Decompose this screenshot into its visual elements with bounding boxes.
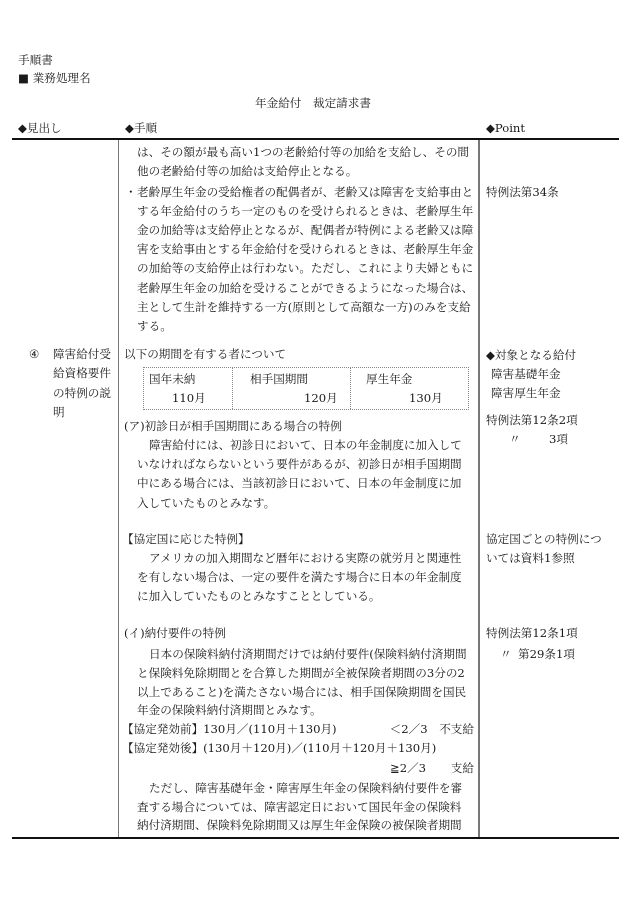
- law-ref: 3項: [549, 432, 568, 446]
- text-line: と保険料免除期間とを合算した期間が全被保険者期間の3分の2: [137, 666, 465, 680]
- text-line: を有しない場合は、一定の要件を満たす場合に日本の年金制度: [137, 570, 462, 584]
- country-note: 協定国ごとの特例につ: [486, 532, 602, 546]
- text-line: 中にある場合には、当該初診日において、日本の年金制度に加: [137, 476, 462, 490]
- document-label: 手順書: [18, 53, 53, 67]
- text-line: は、その額が最も高い1つの老齢給付等の加給を支給し、その間: [137, 145, 470, 159]
- heading-line: の特例の説: [53, 386, 111, 400]
- text-line: 日本の保険料納付済期間だけでは納付要件(保険料納付済期間: [149, 647, 467, 661]
- column-divider-1: [118, 140, 119, 838]
- period-value: 120月: [304, 391, 338, 405]
- law-ref: 第29条1項: [518, 647, 575, 661]
- intro-text: 以下の期間を有する者について: [124, 347, 287, 361]
- period-value: 110月: [172, 391, 206, 405]
- country-note: いては資料1参照: [486, 551, 575, 565]
- text-line: の加給等の支給停止は行わない。ただし、これにより夫婦ともに: [137, 261, 474, 275]
- text-line: 老齢厚生年金の受給権者の配偶者が、老齢又は障害を支給事由と: [137, 185, 474, 199]
- after-ratio: ≧2／3: [390, 761, 427, 775]
- country-title: 【協定国に応じた特例】: [122, 532, 250, 546]
- page-title: 年金給付 裁定請求書: [255, 96, 371, 110]
- target-title: ◆対象となる給付: [486, 348, 577, 362]
- target-item: 障害厚生年金: [491, 386, 561, 400]
- law-ref: 特例法第12条1項: [486, 626, 578, 640]
- row-number: ④: [29, 347, 40, 361]
- point-law-ref: 特例法第34条: [486, 185, 559, 199]
- header-heading: ◆見出し: [18, 121, 62, 135]
- text-line: 主として生計を維持する一方(原則として高額な一方)のみを支給: [137, 300, 471, 314]
- header-divider: [12, 138, 619, 140]
- text-line: 以上であること)を満たさない場合には、相手国保険期間を国民: [137, 685, 467, 699]
- cell-divider: [350, 368, 351, 409]
- heading-line: 障害給付受: [53, 347, 111, 361]
- text-line: 老齢厚生年金の加給を受けることができるようになった場合は、: [137, 281, 474, 295]
- ditto-mark: 〃: [509, 432, 521, 446]
- before-result: ＜2／3 不支給: [389, 722, 474, 736]
- after-formula: 【協定発効後】(130月＋120月)／(110月＋120月＋130月): [122, 741, 437, 755]
- text-line: ただし、障害基礎年金・障害厚生年金の保険料納付要件を審: [149, 781, 463, 795]
- text-line: する年金給付のうち一定のものを受けられるときは、老齢厚生年: [137, 204, 474, 218]
- section-b-title: (イ)納付要件の特例: [124, 626, 226, 640]
- text-line: する。: [137, 319, 172, 333]
- text-line: 年金の保険料納付済期間とみなす。: [137, 703, 322, 717]
- task-name-label: ■ 業務処理名: [18, 71, 91, 85]
- header-procedure: ◆手順: [125, 121, 158, 135]
- text-line: 害を支給事由とする年金給付を受けられるときは、老齢厚生年金: [137, 242, 474, 256]
- ditto-mark: 〃: [500, 647, 512, 661]
- header-point: ◆Point: [486, 121, 526, 135]
- target-item: 障害基礎年金: [491, 367, 561, 381]
- text-line: いなければならないという要件があるが、初診日が相手国期間: [137, 457, 462, 471]
- period-value: 130月: [409, 391, 443, 405]
- heading-line: 明: [53, 405, 65, 419]
- period-label: 国年未納: [149, 372, 196, 386]
- text-line: 障害給付には、初診日において、日本の年金制度に加入して: [149, 438, 462, 452]
- period-label: 厚生年金: [366, 372, 413, 386]
- after-result: 支給: [450, 761, 474, 775]
- text-line: アメリカの加入期間など暦年における実際の就労月と関連性: [149, 551, 462, 565]
- bullet: ・: [125, 185, 137, 199]
- section-a-title: (ア)初診日が相手国期間にある場合の特例: [124, 419, 342, 433]
- period-label: 相手国期間: [250, 372, 308, 386]
- before-formula: 【協定発効前】130月／(110月＋130月): [122, 722, 337, 736]
- text-line: 入していたものとみなす。: [137, 496, 276, 510]
- column-divider-2: [478, 140, 480, 838]
- law-ref: 特例法第12条2項: [486, 413, 578, 427]
- cell-divider: [232, 368, 233, 409]
- text-line: 納付済期間、保険料免除期間又は厚生年金保険の被保険者期間: [137, 818, 462, 832]
- text-line: 他の老齢給付等の加給は支給停止となる。: [137, 164, 358, 178]
- footer-divider: [12, 837, 619, 839]
- heading-line: 給資格要件: [53, 366, 111, 380]
- text-line: 金の加給等は支給停止となるが、配偶者が特例による老齢又は障: [137, 223, 474, 237]
- text-line: に加入していたものとみなすこととしている。: [137, 589, 381, 603]
- text-line: 査する場合については、障害認定日において国民年金の保険料: [137, 800, 462, 814]
